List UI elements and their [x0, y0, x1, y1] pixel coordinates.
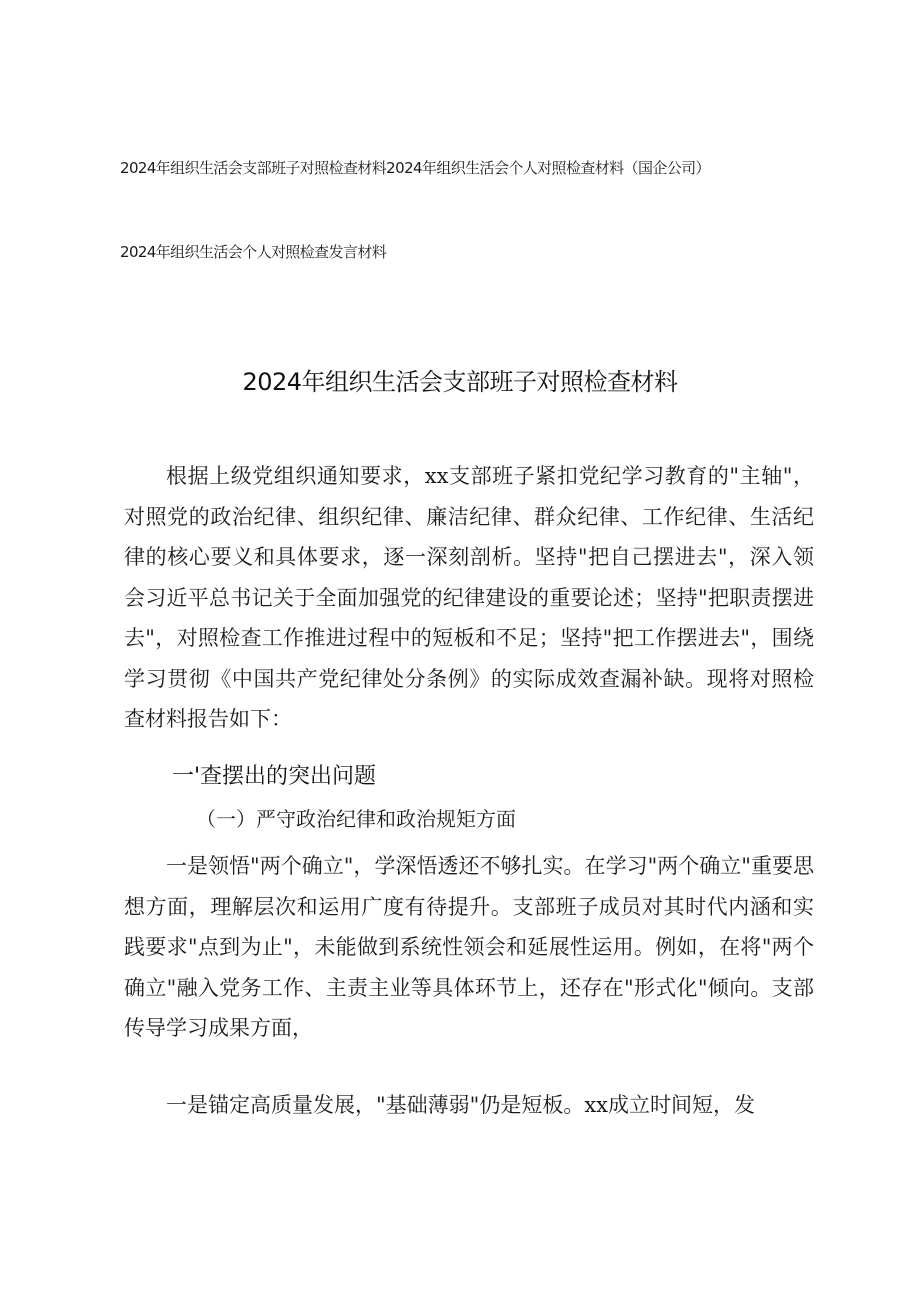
document-title: 2024年组织生活会支部班子对照检查材料 — [242, 368, 678, 396]
intro-block — [124, 456, 814, 740]
body-paragraph-1: 一是领悟"两个确立"，学深悟透还不够扎实。在学习"两个确立"重要思想方面，理解层次和运用广度有待提升。支部班子成员对其时代内涵和实践要求"点到为止"，未能做到系统性领会和延展性运用。例如，在将"两个确立"融入党务工作、主责主业等具体环节上，还存在"形式化"倾向。支部传导学习成果方面， — [124, 854, 814, 1040]
subsection-heading-1: （一）严守政治纪律和政治规矩方面 — [196, 807, 516, 831]
intro-paragraph: 根据上级党组织通知要求，xx支部班子紧扣党纪学习教育的"主轴"，对照党的政治纪律、组织纪律、廉洁纪律、群众纪律、工作纪律、生活纪律的核心要义和具体要求，逐一深刻剖析。坚持"把自己摆进去"，深入领会习近平总书记关于全面加强党的纪律建设的重要论述；坚持"把职责摆进去"，对照检查工作推进过程中的短板和不足；坚持"把工作摆进去"，围绕学习贯彻《中国共产党纪律处分条例》的实际成效查漏补缺。现将对照检查材料报告如下： — [124, 464, 814, 731]
section-heading-1: 一'查摆出的突出问题 — [172, 764, 377, 789]
paragraph-block-2 — [124, 1085, 814, 1126]
body-paragraph-2: 一是锚定高质量发展，"基础薄弱"仍是短板。xx成立时间短，发 — [166, 1093, 756, 1117]
toc-line-2: 2024年组织生活会个人对照检查发言材料 — [120, 243, 387, 261]
paragraph-block-1 — [124, 846, 814, 1049]
toc-line-1: 2024年组织生活会支部班子对照检查材料2024年组织生活会个人对照检查材料（国企公司） — [120, 159, 710, 177]
